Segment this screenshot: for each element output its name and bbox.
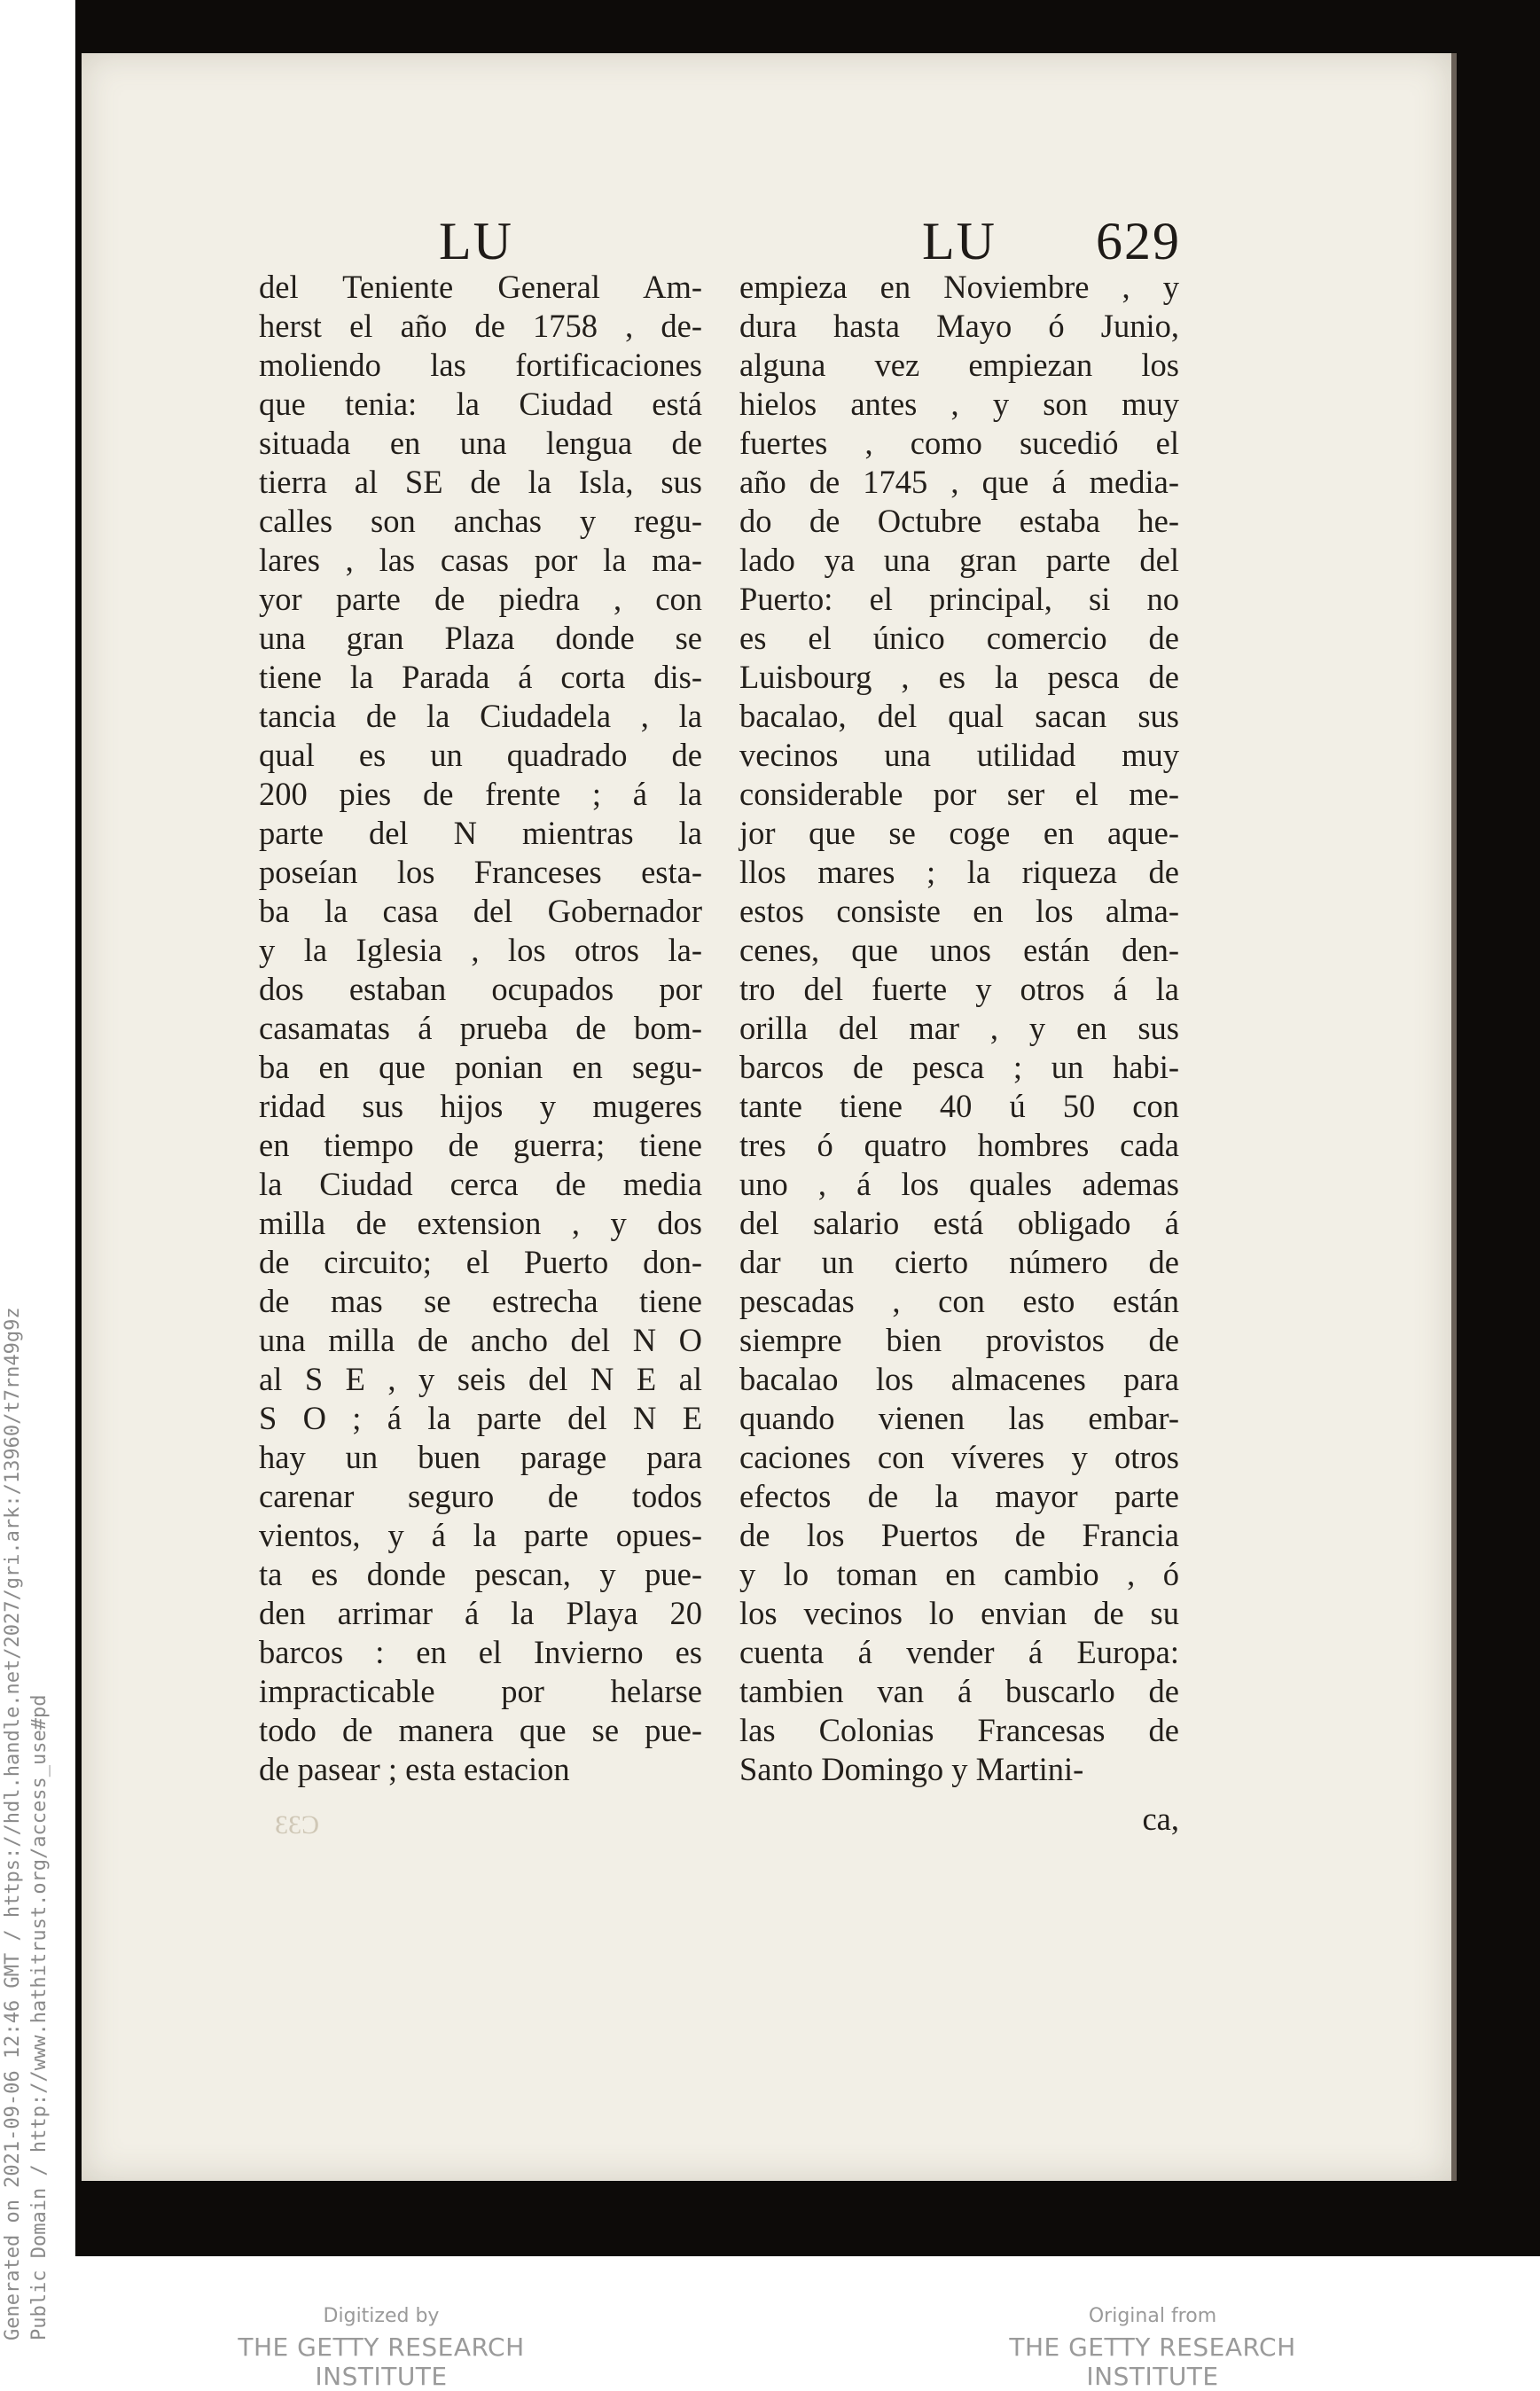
text-line: y lo toman en cambio , ó <box>739 1556 1179 1592</box>
text-line: y la Iglesia , los otros la- <box>259 932 702 968</box>
text-line: hay un buen parage para <box>259 1439 702 1475</box>
page-edge <box>1451 53 1457 2181</box>
text-line: tancia de la Ciudadela , la <box>259 698 702 734</box>
text-line: orilla del mar , y en sus <box>739 1010 1179 1046</box>
text-line: den arrimar á la Playa 20 <box>259 1595 702 1631</box>
text-line: de circuito; el Puerto don- <box>259 1244 702 1280</box>
text-line: Puerto: el principal, si no <box>739 581 1179 617</box>
text-line: todo de manera que se pue- <box>259 1712 702 1748</box>
text-line: tres ó quatro hombres cada <box>739 1127 1179 1163</box>
text-line: cuenta á vender á Europa: <box>739 1634 1179 1670</box>
text-line: jor que se coge en aque- <box>739 815 1179 851</box>
text-line: tiene la Parada á corta dis- <box>259 659 702 695</box>
text-line: vecinos una utilidad muy <box>739 737 1179 773</box>
text-line: lares , las casas por la ma- <box>259 542 702 578</box>
catchword: ca, <box>1142 1801 1179 1837</box>
text-line: año de 1745 , que á media- <box>739 464 1179 500</box>
text-line: ta es donde pescan, y pue- <box>259 1556 702 1592</box>
text-line: cenes, que unos están den- <box>739 932 1179 968</box>
text-line: al S E , y seis del N E al <box>259 1361 702 1397</box>
text-line: tante tiene 40 ú 50 con <box>739 1088 1179 1124</box>
watermark-line-rights: Public Domain / http://www.hathitrust.org/access_use#pd <box>28 1694 51 2340</box>
text-line: una milla de ancho del N O <box>259 1322 702 1358</box>
text-line: una gran Plaza donde se <box>259 620 702 656</box>
text-line: las Colonias Francesas de <box>739 1712 1179 1748</box>
text-line: la Ciudad cerca de media <box>259 1166 702 1202</box>
text-line: moliendo las fortificaciones <box>259 347 702 383</box>
footer-original-label: Original from <box>1088 2305 1217 2327</box>
text-line: carenar seguro de todos <box>259 1478 702 1514</box>
text-line: los vecinos lo envian de su <box>739 1595 1179 1631</box>
text-line: estos consiste en los alma- <box>739 893 1179 929</box>
text-line: parte del N mientras la <box>259 815 702 851</box>
text-line: tierra al SE de la Isla, sus <box>259 464 702 500</box>
text-line: Luisbourg , es la pesca de <box>739 659 1179 695</box>
text-column-left <box>259 268 702 1789</box>
footer-original-from <box>940 2305 1365 2391</box>
watermark-line-generated: Generated on 2021-09-06 12:46 GMT / https://hdl.handle.net/2027/gri.ark:/13960/t7rn49g9z <box>2 1307 24 2340</box>
page-number: 629 <box>1096 212 1181 270</box>
text-line: del Teniente General Am- <box>259 269 702 305</box>
footer-digitized-label: Digitized by <box>323 2305 440 2327</box>
text-line: considerable por ser el me- <box>739 776 1179 812</box>
text-line: dar un cierto número de <box>739 1244 1179 1280</box>
text-line: ridad sus hijos y mugeres <box>259 1088 702 1124</box>
text-line: situada en una lengua de <box>259 425 702 461</box>
text-line: ba en que ponian en segu- <box>259 1049 702 1085</box>
text-line: vientos, y á la parte opues- <box>259 1517 702 1553</box>
text-line: en tiempo de guerra; tiene <box>259 1127 702 1163</box>
text-line: que tenia: la Ciudad está <box>259 386 702 422</box>
footer-original-institution: THE GETTY RESEARCH INSTITUTE <box>1009 2332 1296 2391</box>
text-line: alguna vez empiezan los <box>739 347 1179 383</box>
text-line: impracticable por helarse <box>259 1673 702 1709</box>
text-line: del salario está obligado á <box>739 1205 1179 1241</box>
running-header-left: LU <box>439 212 513 270</box>
text-line: qual es un quadrado de <box>259 737 702 773</box>
text-line: milla de extension , y dos <box>259 1205 702 1241</box>
text-line: efectos de la mayor parte <box>739 1478 1179 1514</box>
text-line: casamatas á prueba de bom- <box>259 1010 702 1046</box>
text-line: ba la casa del Gobernador <box>259 893 702 929</box>
text-line: de los Puertos de Francia <box>739 1517 1179 1553</box>
text-line: tambien van á buscarlo de <box>739 1673 1179 1709</box>
text-line: S O ; á la parte del N E <box>259 1400 702 1436</box>
footer-digitized-by <box>168 2305 594 2391</box>
running-header-right: LU <box>922 212 997 270</box>
text-line: caciones con víveres y otros <box>739 1439 1179 1475</box>
text-line: quando vienen las embar- <box>739 1400 1179 1436</box>
text-line: dos estaban ocupados por <box>259 971 702 1007</box>
text-line: calles son anchas y regu- <box>259 503 702 539</box>
text-line: barcos de pesca ; un habi- <box>739 1049 1179 1085</box>
text-line: lado ya una gran parte del <box>739 542 1179 578</box>
text-line: herst el año de 1758 , de- <box>259 308 702 344</box>
text-line: uno , á los quales ademas <box>739 1166 1179 1202</box>
text-line: bacalao, del qual sacan sus <box>739 698 1179 734</box>
text-line: de mas se estrecha tiene <box>259 1283 702 1319</box>
text-line: yor parte de piedra , con <box>259 581 702 617</box>
text-line: dura hasta Mayo ó Junio, <box>739 308 1179 344</box>
text-line: do de Octubre estaba he- <box>739 503 1179 539</box>
text-line: 200 pies de frente ; á la <box>259 776 702 812</box>
bleed-through-text: ƐƐƆ <box>275 1810 320 1840</box>
text-line: de pasear ; esta estacion <box>259 1751 570 1787</box>
text-line: llos mares ; la riqueza de <box>739 854 1179 890</box>
footer-digitized-institution: THE GETTY RESEARCH INSTITUTE <box>238 2332 525 2391</box>
text-line: siempre bien provistos de <box>739 1322 1179 1358</box>
text-line: bacalao los almacenes para <box>739 1361 1179 1397</box>
text-column-right <box>739 268 1179 1789</box>
text-line: fuertes , como sucedió el <box>739 425 1179 461</box>
text-line: poseían los Franceses esta- <box>259 854 702 890</box>
text-line: hielos antes , y son muy <box>739 386 1179 422</box>
text-line: tro del fuerte y otros á la <box>739 971 1179 1007</box>
text-line: pescadas , con esto están <box>739 1283 1179 1319</box>
text-line: Santo Domingo y Martini- <box>739 1751 1084 1787</box>
text-line: empieza en Noviembre , y <box>739 269 1179 305</box>
text-line: barcos : en el Invierno es <box>259 1634 702 1670</box>
text-line: es el único comercio de <box>739 620 1179 656</box>
